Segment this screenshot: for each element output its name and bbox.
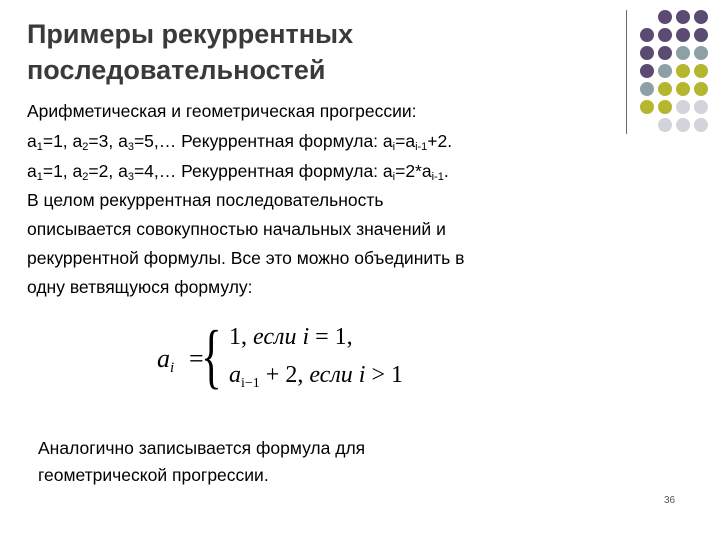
decor-dot-light [676, 100, 690, 114]
seq-text: . [443, 161, 449, 181]
decor-dot-olive [640, 100, 654, 114]
case-var: i [358, 362, 366, 388]
case-condition: = 1, [309, 324, 353, 350]
decor-dot-purple [640, 64, 654, 78]
decor-dot-purple [694, 28, 708, 42]
subscript: 1 [36, 171, 43, 183]
decor-dot-gray [640, 82, 654, 96]
seq-text: a [27, 131, 37, 151]
seq-text: a [27, 161, 37, 181]
subscript: 2 [82, 171, 89, 183]
subscript: i-1 [415, 141, 428, 153]
decor-dot-olive [658, 82, 672, 96]
page-number: 36 [664, 495, 676, 506]
paragraph-line: описывается совокупностью начальных значений и [27, 219, 446, 239]
decor-dot-purple [658, 10, 672, 24]
decor-dot-gray [676, 46, 690, 60]
seq-text: =1, a [42, 161, 83, 181]
subscript: 3 [127, 171, 134, 183]
geometric-example-line [27, 156, 627, 186]
case-word: если [309, 362, 359, 388]
seq-text: +2. [427, 131, 453, 151]
case-index: i−1 [241, 376, 260, 391]
decor-dot-purple [640, 46, 654, 60]
decor-dot-light [676, 118, 690, 132]
decor-dot-olive [676, 82, 690, 96]
decor-dot-olive [676, 64, 690, 78]
seq-text: =4,… Рекуррентная формула: a [133, 161, 393, 181]
decor-dot-olive [658, 100, 672, 114]
decor-dot-purple [658, 46, 672, 60]
subscript: i [392, 171, 396, 183]
note-line: геометрической прогрессии. [38, 465, 269, 485]
arithmetic-example-line [27, 126, 627, 156]
title-line-2: последовательностей [27, 55, 326, 85]
piecewise-formula [145, 316, 445, 400]
formula-lhs-var: a [157, 344, 170, 373]
note-line: Аналогично записывается формула для [38, 438, 366, 458]
formula-lhs [157, 344, 174, 377]
case-value: + 2, [259, 362, 310, 388]
decor-dot-gray [694, 46, 708, 60]
formula-case-1 [229, 324, 353, 351]
decor-dot-light [694, 118, 708, 132]
general-paragraph [27, 186, 627, 302]
decor-dot-purple [694, 10, 708, 24]
case-value: 1, [229, 324, 253, 350]
case-condition: > 1 [365, 362, 404, 388]
title-line-1: Примеры рекуррентных [27, 19, 354, 49]
case-var: a [229, 362, 241, 388]
seq-text: =3, a [88, 131, 128, 151]
decor-dot-purple [676, 28, 690, 42]
formula-lhs-index: i [170, 360, 175, 376]
decor-dot-light [694, 100, 708, 114]
decor-dot-olive [694, 82, 708, 96]
intro-line: Арифметическая и геометрическая прогрессии: [27, 101, 417, 121]
formula-case-2 [229, 362, 403, 392]
seq-text: =1, a [42, 131, 83, 151]
subscript: 1 [36, 141, 43, 153]
seq-text: =5,… Рекуррентная формула: a [133, 131, 393, 151]
paragraph-line: одну ветвящуюся формулу: [27, 277, 253, 297]
paragraph-line: В целом рекуррентная последовательность [27, 190, 384, 210]
decor-dot-empty [640, 118, 654, 132]
decor-dot-purple [640, 28, 654, 42]
decor-dot-purple [676, 10, 690, 24]
subscript: 3 [127, 141, 134, 153]
seq-text: =a [395, 131, 416, 151]
formula-equals: = [189, 344, 204, 373]
slide-body [27, 96, 627, 302]
case-word: если [253, 324, 303, 350]
decor-dot-olive [694, 64, 708, 78]
decor-dot-light [658, 118, 672, 132]
formula-brace: { [201, 316, 222, 396]
decorative-dot-grid [640, 10, 720, 130]
subscript: i [392, 141, 396, 153]
geometric-note [38, 435, 598, 489]
slide-title [27, 16, 587, 88]
decor-dot-empty [640, 10, 654, 24]
decor-dot-gray [658, 64, 672, 78]
paragraph-line: рекуррентной формулы. Все это можно объединить в [27, 248, 465, 268]
case-var: i [302, 324, 310, 350]
seq-text: =2, a [88, 161, 128, 181]
seq-text: =2*a [395, 161, 432, 181]
subscript: i-1 [431, 171, 444, 183]
subscript: 2 [82, 141, 89, 153]
decor-dot-purple [658, 28, 672, 42]
